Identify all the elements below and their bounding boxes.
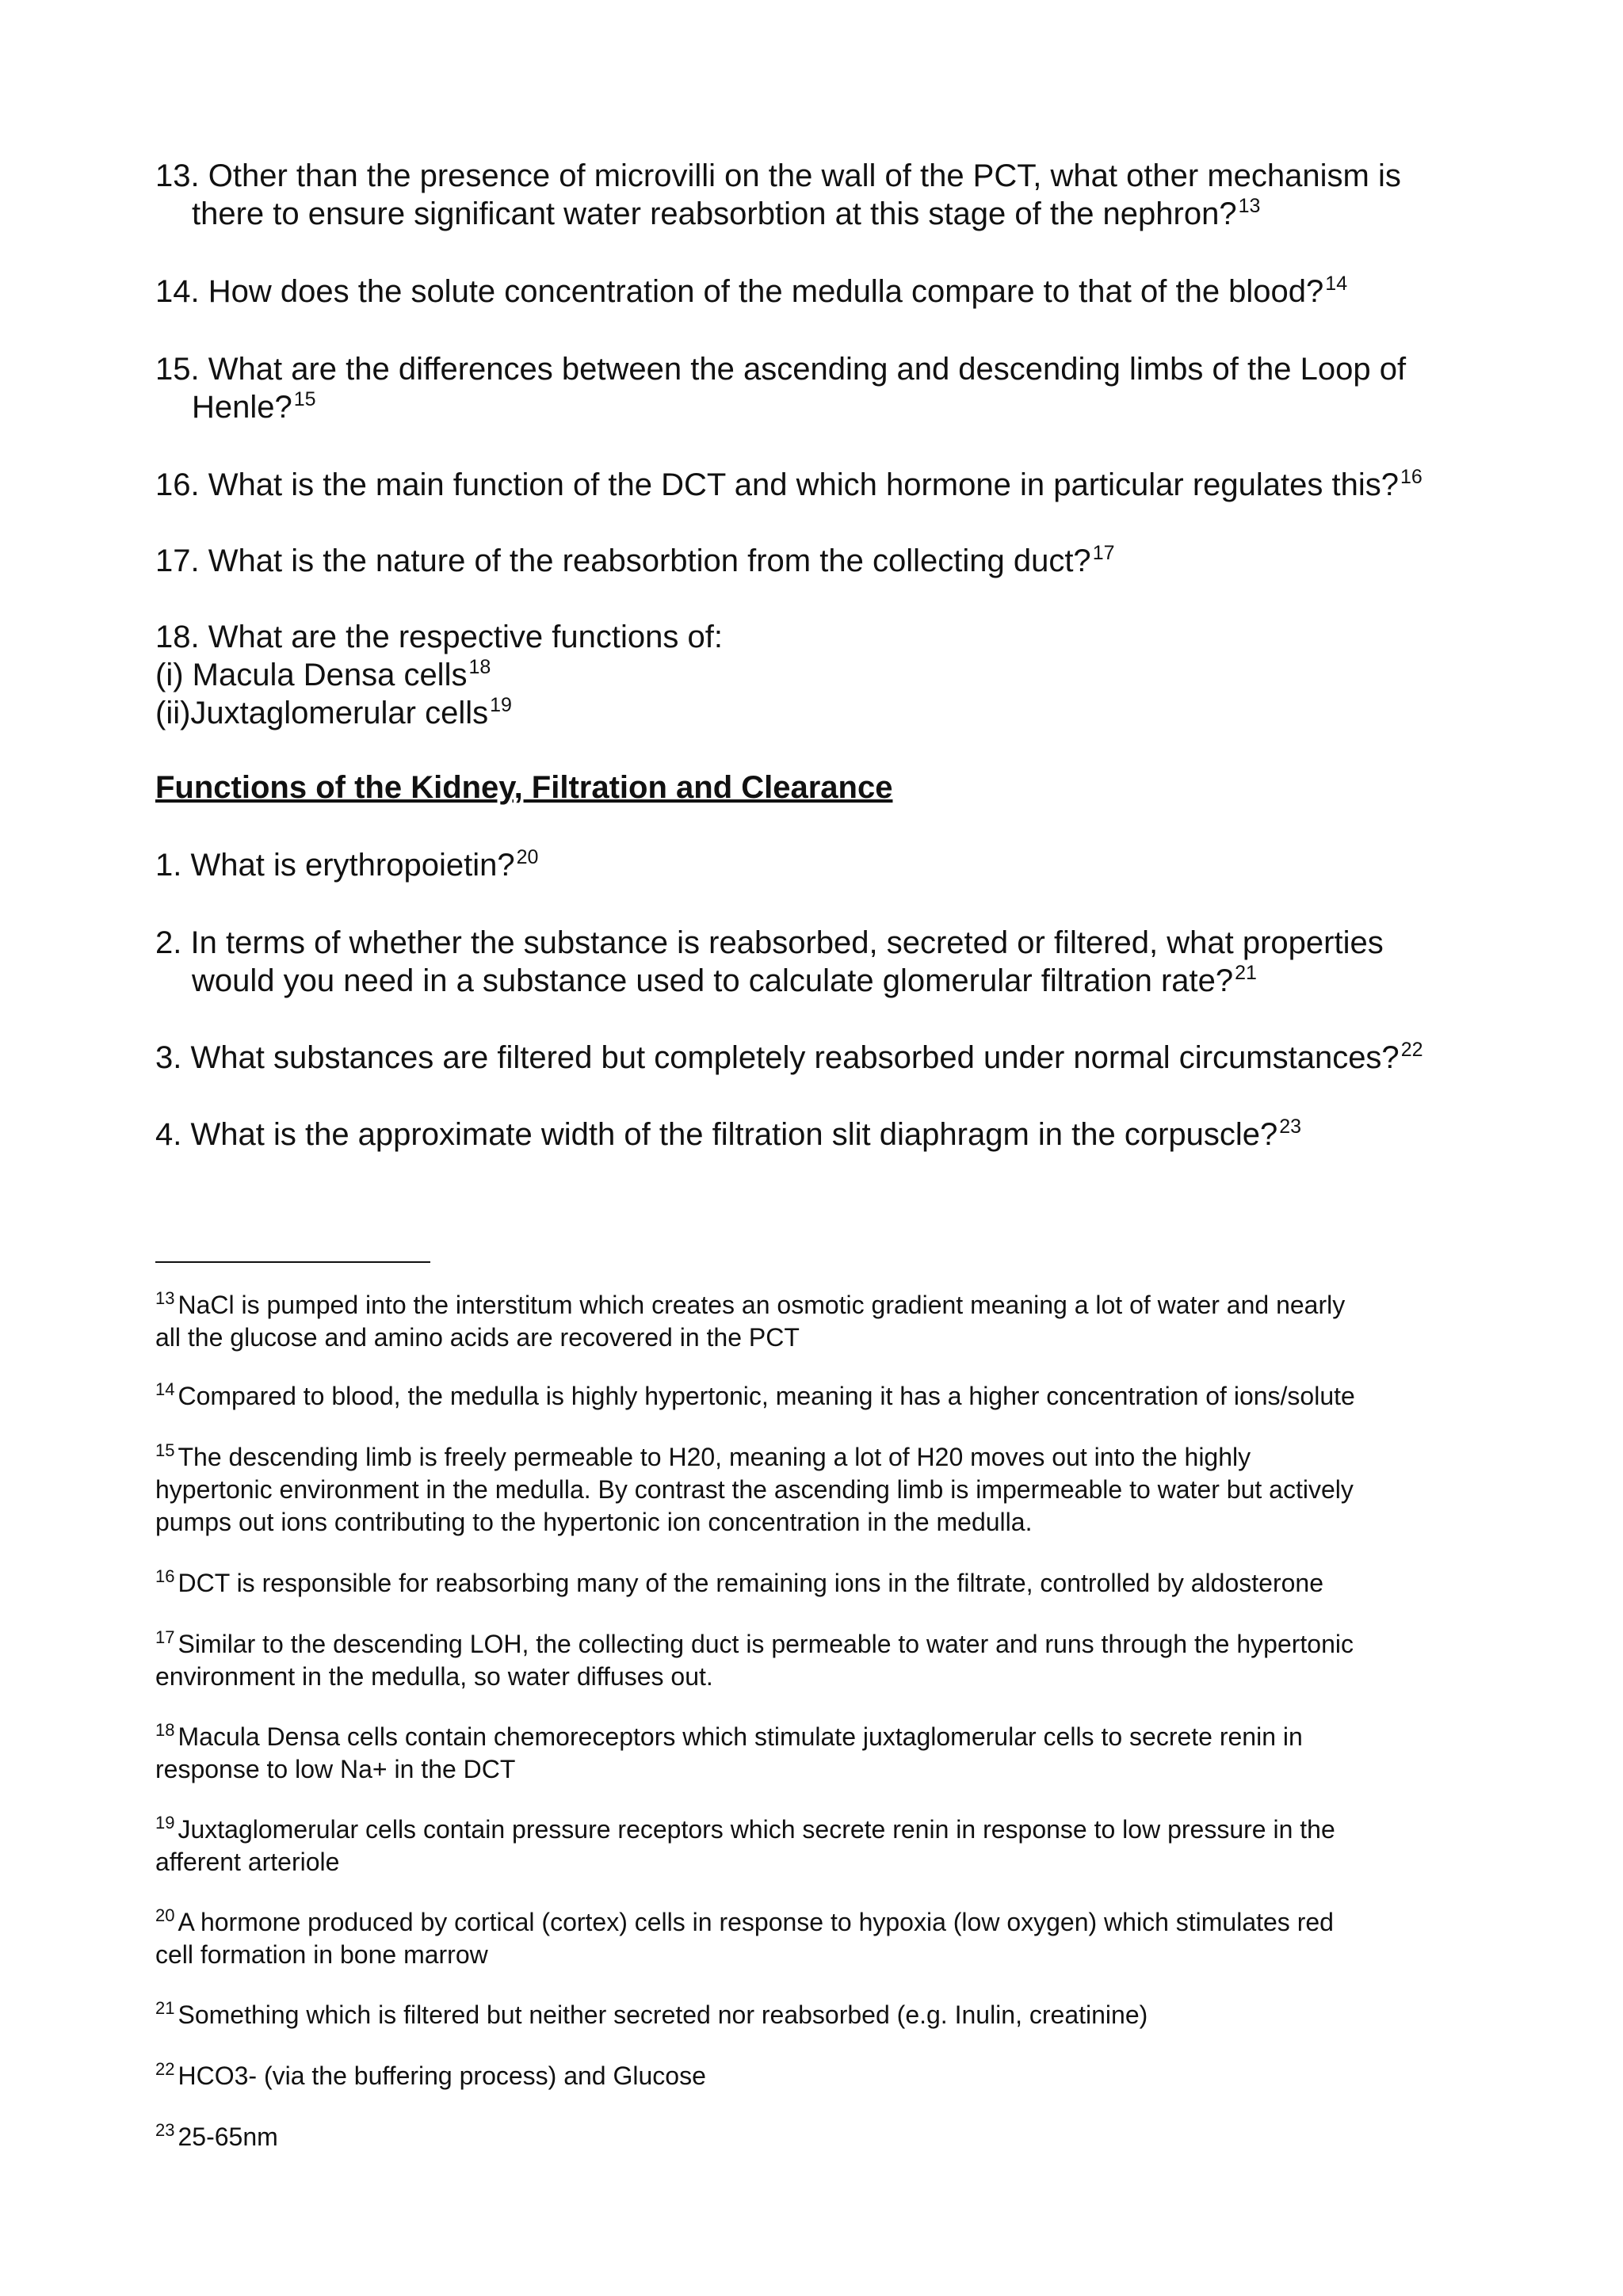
footnote-text: afferent arteriole [155, 1848, 340, 1876]
footnote-number: 21 [155, 1998, 175, 2018]
question-text: What is the approximate width of the filtration slit diaphragm in the corpuscle? [190, 1117, 1278, 1152]
question-text: Henle? [192, 390, 292, 425]
footnote-separator [155, 1261, 430, 1263]
question-text: What are the differences between the ascending and descending limbs of the Loop of [208, 352, 1407, 387]
footnote-text: DCT is responsible for reabsorbing many of the remaining ions in the filtrate, controlled by aldosterone [178, 1569, 1323, 1597]
question-b-3 [155, 1039, 1503, 1077]
question-text: Other than the presence of microvilli on the wall of the PCT, what other mechanism is [208, 158, 1401, 193]
question-text: there to ensure significant water reabsorbtion at this stage of the nephron? [192, 196, 1237, 231]
footnote-text: pumps out ions contributing to the hypertonic ion concentration in the medulla. [155, 1508, 1033, 1536]
section-heading: Functions of the Kidney, Filtration and Clearance [155, 770, 893, 805]
footnote-ref[interactable]: 19 [490, 694, 512, 716]
question-number: 18. [155, 620, 200, 654]
footnote-number: 20 [155, 1905, 175, 1925]
question-number: 14. [155, 274, 200, 309]
footnote-22 [155, 2060, 1487, 2092]
footnote-20 [155, 1906, 1487, 1971]
footnote-text: Something which is filtered but neither secreted nor reabsorbed (e.g. Inulin, creatinine) [178, 2000, 1148, 2029]
footnote-number: 23 [155, 2120, 175, 2140]
footnote-ref[interactable]: 22 [1400, 1039, 1423, 1061]
question-number: 2. [155, 925, 182, 960]
footnote-text: Juxtaglomerular cells contain pressure receptors which secrete renin in response to low pressure in the [178, 1815, 1335, 1844]
footnote-17 [155, 1628, 1487, 1693]
footnote-text: HCO3- (via the buffering process) and Glucose [178, 2061, 706, 2090]
footnote-number: 13 [155, 1288, 175, 1308]
footnote-text: cell formation in bone marrow [155, 1940, 488, 1969]
sub-item-label: (i) Macula Densa cells [155, 658, 468, 692]
footnote-number: 15 [155, 1440, 175, 1460]
footnote-text: hypertonic environment in the medulla. By contrast the ascending limb is impermeable to water but actively [155, 1475, 1354, 1504]
footnote-number: 16 [155, 1566, 175, 1586]
footnote-16 [155, 1567, 1487, 1600]
question-text: What are the respective functions of: [208, 620, 723, 654]
question-number: 1. [155, 848, 182, 883]
footnote-number: 17 [155, 1627, 175, 1647]
footnote-ref[interactable]: 23 [1279, 1116, 1302, 1138]
footnote-ref[interactable]: 13 [1238, 195, 1261, 217]
question-number: 3. [155, 1040, 182, 1075]
question-number: 17. [155, 543, 200, 578]
question-text: would you need in a substance used to calculate glomerular filtration rate? [192, 963, 1234, 998]
footnote-text: environment in the medulla, so water diffuses out. [155, 1662, 713, 1691]
question-text: What substances are filtered but completely reabsorbed under normal circumstances? [190, 1040, 1400, 1075]
footnote-15 [155, 1441, 1487, 1539]
footnote-number: 19 [155, 1813, 175, 1833]
question-number: 16. [155, 467, 200, 502]
question-16 [155, 466, 1503, 504]
footnote-text: NaCl is pumped into the interstitum which creates an osmotic gradient meaning a lot of water and nearly [178, 1291, 1346, 1319]
footnote-ref[interactable]: 18 [468, 656, 491, 678]
footnote-text: A hormone produced by cortical (cortex) cells in response to hypoxia (low oxygen) which stimulates red [178, 1908, 1334, 1936]
question-b-4 [155, 1116, 1503, 1154]
footnote-13 [155, 1289, 1487, 1354]
question-text: What is erythropoietin? [190, 848, 515, 883]
question-17 [155, 542, 1503, 580]
footnote-number: 14 [155, 1379, 175, 1399]
question-text: In terms of whether the substance is reabsorbed, secreted or filtered, what properties [190, 925, 1384, 960]
footnote-text: Compared to blood, the medulla is highly hypertonic, meaning it has a higher concentration of ions/solute [178, 1382, 1355, 1410]
question-number: 15. [155, 352, 200, 387]
question-number: 13. [155, 158, 200, 193]
footnote-14 [155, 1380, 1487, 1413]
question-13 [155, 157, 1503, 233]
footnote-ref[interactable]: 17 [1092, 542, 1115, 564]
question-b-2 [155, 924, 1503, 1000]
question-14 [155, 273, 1503, 311]
question-15 [155, 350, 1503, 426]
question-18 [155, 618, 1503, 732]
footnote-21 [155, 1999, 1487, 2031]
footnote-ref[interactable]: 16 [1400, 466, 1423, 488]
footnote-ref[interactable]: 14 [1325, 273, 1348, 295]
footnote-text: The descending limb is freely permeable to H20, meaning a lot of H20 moves out into the highly [178, 1443, 1251, 1471]
question-text: How does the solute concentration of the medulla compare to that of the blood? [208, 274, 1324, 309]
footnote-text: response to low Na+ in the DCT [155, 1755, 516, 1783]
sub-item-label: (ii)Juxtaglomerular cells [155, 696, 489, 730]
footnote-ref[interactable]: 15 [293, 388, 316, 410]
footnote-19 [155, 1814, 1487, 1878]
question-text: What is the nature of the reabsorbtion from the collecting duct? [208, 543, 1091, 578]
footnote-number: 18 [155, 1720, 175, 1740]
footnote-23 [155, 2121, 1487, 2153]
footnote-text: Similar to the descending LOH, the collecting duct is permeable to water and runs through the hypertonic [178, 1630, 1354, 1658]
footnote-text: all the glucose and amino acids are recovered in the PCT [155, 1323, 800, 1352]
footnote-18 [155, 1721, 1487, 1786]
footnote-text: 25-65nm [178, 2122, 278, 2151]
footnote-ref[interactable]: 21 [1235, 962, 1257, 984]
question-text: What is the main function of the DCT and which hormone in particular regulates this? [208, 467, 1399, 502]
footnote-text: Macula Densa cells contain chemoreceptors which stimulate juxtaglomerular cells to secrete renin in [178, 1722, 1303, 1751]
footnote-ref[interactable]: 20 [516, 846, 539, 868]
question-number: 4. [155, 1117, 182, 1152]
question-b-1 [155, 846, 1503, 884]
footnote-number: 22 [155, 2059, 175, 2079]
